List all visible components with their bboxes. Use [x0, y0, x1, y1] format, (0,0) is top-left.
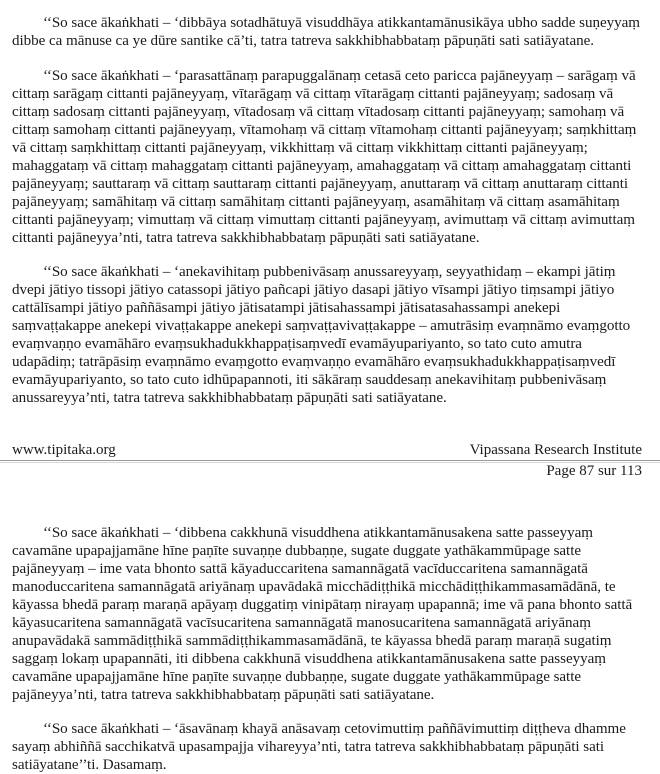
paragraph-2-line-2: cittaṃ sarāgaṃ cittanti pajāneyyaṃ, vītarāgaṃ vā cittaṃ vītarāgaṃ cittanti pajāneyyaṃ; sadosaṃ vā [12, 86, 614, 102]
paragraph-2-line-3: cittaṃ sadosaṃ cittanti pajāneyyaṃ, vītadosaṃ vā cittaṃ vītadosaṃ cittanti pajāneyyaṃ; samohaṃ vā [12, 104, 625, 120]
paragraph-3-line-5: evaṃvaṇṇo evamāhāro evaṃsukhadukkhappaṭisaṃvedī evamāyupariyanto, so tato cuto amutra [12, 336, 582, 352]
paragraph-2-line-6: mahaggataṃ vā cittaṃ mahaggataṃ cittanti pajāneyyaṃ, amahaggataṃ vā cittaṃ amahaggataṃ cittanti [12, 158, 632, 174]
paragraph-3-line-4: saṃvaṭṭakappe anekepi vivaṭṭakappe anekepi saṃvaṭṭavivaṭṭakappe – amutrāsiṃ evaṃnāmo evaṃgotto [12, 318, 631, 334]
paragraph-3-line-8: anussareyya’nti, tatra tatreva sakkhibhabbataṃ pāpuṇāti sati satiāyatane. [12, 390, 447, 406]
paragraph-4-line-5: kāyassa bhedā paraṃ maraṇā apāyaṃ duggatiṃ vinipātaṃ nirayaṃ upapannā; ime vā pana bhonto sattā [12, 597, 633, 613]
paragraph-4-line-10: pajāneyya’nti, tatra tatreva sakkhibhabbataṃ pāpuṇāti sati satiāyatane. [12, 687, 435, 703]
paragraph-4-line-3: pajāneyyaṃ – ime vata bhonto sattā kāyaduccaritena samannāgatā vacīduccaritena samannāgatā [12, 561, 588, 577]
paragraph-4-line-1: ‘‘So sace ākaṅkhati – ‘dibbena cakkhunā visuddhena atikkantamānusakena satte passeyyaṃ [43, 525, 593, 541]
paragraph-3-line-6: udapādiṃ; tatrāpāsiṃ evaṃnāmo evaṃgotto evaṃvaṇṇo evamāhāro evaṃsukhadukkhappaṭisaṃvedī [12, 354, 616, 370]
paragraph-4-line-9: cavamāne upapajjamāne hīne paṇīte suvaṇṇe dubbaṇṇe, sugate duggate yathākammūpage satte [12, 669, 581, 685]
paragraph-1-line-2: dibbe ca mānuse ca ye dūre santike cā’ti, tatra tatreva sakkhibhabbataṃ pāpuṇāti sati satiāyatane. [12, 33, 594, 49]
paragraph-2-line-9: cittanti pajāneyyaṃ; vimuttaṃ vā cittaṃ vimuttaṃ cittanti pajāneyyaṃ, avimuttaṃ vā cittaṃ avimuttaṃ [12, 212, 635, 228]
paragraph-4-line-8: saggaṃ lokaṃ upapannāti, iti dibbena cakkhunā visuddhena atikkantamānusakena satte passeyyaṃ [12, 651, 606, 667]
paragraph-4-line-7: anupavādakā sammādiṭṭhikā sammādiṭṭhikammasamādānā, te kāyassa bhedā paraṃ maraṇā sugatiṃ [12, 633, 612, 649]
page-number: Page 87 sur 113 [546, 463, 642, 479]
paragraph-1-line-1: ‘‘So sace ākaṅkhati – ‘dibbāya sotadhātuyā visuddhāya atikkantamānusikāya ubho sadde suṇeyyaṃ [43, 15, 640, 31]
paragraph-4-line-4: manoduccaritena samannāgatā ariyānaṃ upavādakā micchādiṭṭhikā micchādiṭṭhikammasamādānā, te [12, 579, 616, 595]
paragraph-3-line-3: cattālīsampi jātiyo paññāsampi jātiyo jātisatampi jātisahassampi jātisatasahassampi anekepi [12, 300, 561, 316]
paragraph-2-line-10: cittanti pajāneyya’nti, tatra tatreva sakkhibhabbataṃ pāpuṇāti sati satiāyatane. [12, 230, 480, 246]
paragraph-5-line-3: satiāyatane’’ti. Dasamaṃ. [12, 757, 167, 773]
document-page-88 [0, 480, 660, 773]
paragraph-2-line-8: pajāneyyaṃ; samāhitaṃ vā cittaṃ samāhitaṃ cittanti pajāneyyaṃ, asamāhitaṃ vā cittaṃ asamāhitaṃ [12, 194, 620, 210]
paragraph-4-line-2: cavamāne upapajjamāne hīne paṇīte suvaṇṇe dubbaṇṇe, sugate duggate yathākammūpage satte [12, 543, 581, 559]
paragraph-4-line-6: kāyasucaritena samannāgatā vacīsucaritena samannāgatā manosucaritena samannāgatā ariyānaṃ [12, 615, 591, 631]
paragraph-3-line-7: evamāyupariyanto, so tato cuto idhūpapannoti, iti sākāraṃ sauddesaṃ anekavihitaṃ pubbenivāsaṃ [12, 372, 607, 388]
paragraph-2-line-7: pajāneyyaṃ; sauttaraṃ vā cittaṃ sauttaraṃ cittanti pajāneyyaṃ, anuttaraṃ vā cittaṃ anuttaraṃ cittanti [12, 176, 629, 192]
paragraph-5-line-1: ‘‘So sace ākaṅkhati – ‘āsavānaṃ khayā anāsavaṃ cetovimuttiṃ paññāvimuttiṃ diṭṭheva dhamme [43, 721, 626, 737]
paragraph-3-line-1: ‘‘So sace ākaṅkhati – ‘anekavihitaṃ pubbenivāsaṃ anussareyyaṃ, seyyathidaṃ – ekampi jātiṃ [43, 264, 616, 280]
footer-publisher: Vipassana Research Institute [469, 442, 642, 458]
paragraph-2-line-4: cittaṃ samohaṃ cittanti pajāneyyaṃ, vītamohaṃ vā cittaṃ vītamohaṃ cittanti pajāneyyaṃ; saṃkhittaṃ [12, 122, 637, 138]
paragraph-3-line-2: dvepi jātiyo tissopi jātiyo catassopi jātiyo pañcapi jātiyo dasapi jātiyo vīsampi jātiyo tiṃsampi jātiyo [12, 282, 615, 298]
footer-website: www.tipitaka.org [12, 442, 116, 458]
footer-divider [0, 460, 660, 461]
paragraph-2-line-1: ‘‘So sace ākaṅkhati – ‘parasattānaṃ parapuggalānaṃ cetasā ceto paricca pajāneyyaṃ – sarāgaṃ vā [43, 68, 636, 84]
paragraph-5-line-2: sayaṃ abhiññā sacchikatvā upasampajja vihareyya’nti, tatra tatreva sakkhibhabbataṃ pāpuṇāti sati [12, 739, 605, 755]
paragraph-2-line-5: vā cittaṃ saṃkhittaṃ cittanti pajāneyyaṃ, vikkhittaṃ vā cittaṃ vikkhittaṃ cittanti pajāneyyaṃ; [12, 140, 588, 156]
